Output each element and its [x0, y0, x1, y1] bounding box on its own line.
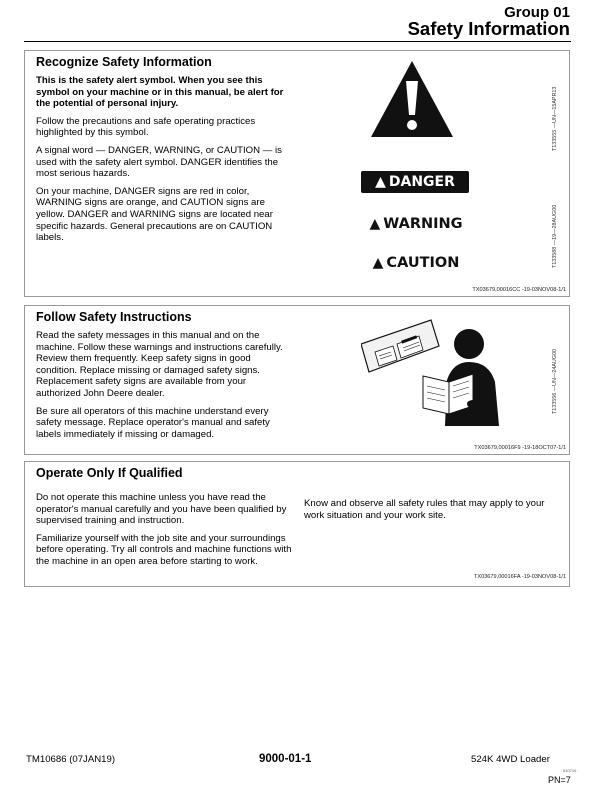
section-body-right	[304, 498, 562, 527]
section-title: Recognize Safety Information	[36, 55, 212, 69]
header-rule	[24, 41, 571, 42]
paragraph: A signal word — DANGER, WARNING, or CAUTION — is used with the safety alert symbol. DANGER identifies the most serious hazards.	[36, 144, 282, 180]
alert-triangle-icon: ▲	[375, 174, 386, 190]
section-body-left	[36, 492, 294, 574]
warning-sign	[369, 214, 463, 234]
document-code: TX03679,00016FA -19-03NOV08-1/1	[473, 574, 566, 580]
group-label: Group 01	[504, 4, 570, 21]
print-date-code: 010719	[563, 768, 577, 773]
alert-paragraph: This is the safety alert symbol. When you see this symbol on your machine or in this manual, be alert for the potential of personal injury.	[36, 75, 284, 110]
alert-triangle-icon: ▲	[372, 255, 384, 271]
section-follow-instructions	[24, 305, 570, 455]
caution-label: CAUTION	[386, 255, 460, 271]
page-title: Safety Information	[407, 18, 570, 39]
section-body	[36, 75, 291, 250]
paragraph: Do not operate this machine unless you have read the operator's manual carefully and you have been qualified by supervised training and instruction.	[36, 492, 287, 527]
danger-label: DANGER	[388, 174, 455, 190]
figure-code: T133556 —UN—24AUG00	[552, 348, 558, 414]
page-number: 9000-01-1	[259, 753, 312, 765]
safety-alert-symbol-icon	[369, 59, 455, 139]
warning-label: WARNING	[383, 216, 463, 232]
paragraph: Know and observe all safety rules that may apply to your work situation and your work site.	[304, 498, 545, 521]
pn-number: PN=7	[548, 775, 571, 785]
caution-sign	[373, 253, 459, 273]
person-reading-manual-illustration	[361, 316, 511, 431]
paragraph: On your machine, DANGER signs are red in color, WARNING signs are orange, and CAUTION signs are yellow. DANGER and WARNING signs are located near specific hazards. General precautions are on CAUTION labels.	[36, 185, 273, 244]
paragraph: Be sure all operators of this machine understand every safety message. Replace operator's manual and safety labels immediately if missing or damaged.	[36, 405, 270, 440]
section-title: Follow Safety Instructions	[36, 310, 192, 324]
machine-model: 524K 4WD Loader	[471, 754, 550, 765]
danger-sign	[361, 171, 469, 193]
alert-triangle-icon: ▲	[369, 216, 381, 232]
paragraph: Familiarize yourself with the job site and your surroundings before operating. Try all controls and machine functions with the machine in an open area before starting to work.	[36, 532, 292, 567]
section-body	[36, 330, 291, 446]
document-code: TX03679,00016CC -19-03NOV08-1/1	[472, 287, 566, 293]
manual-number: TM10686 (07JAN19)	[26, 754, 116, 765]
document-code: TX03679,00016F9 -19-18OCT07-1/1	[474, 445, 566, 451]
section-operate-qualified	[24, 461, 570, 587]
paragraph: Read the safety messages in this manual and on the machine. Follow these warnings and instructions carefully. Review them frequently. Keep safety signs in good condition. Replace missing or damaged safety signs. Replacement safety signs are available from your authorized John Deere dealer.	[36, 330, 283, 399]
section-title: Operate Only If Qualified	[36, 466, 183, 480]
paragraph: Follow the precautions and safe operating practices highlighted by this symbol.	[36, 115, 256, 139]
section-recognize-safety	[24, 50, 570, 297]
figure-code: T133555 —UN—15APR13	[552, 86, 558, 151]
figure-code: T133588 —19—28AUG00	[552, 204, 558, 268]
